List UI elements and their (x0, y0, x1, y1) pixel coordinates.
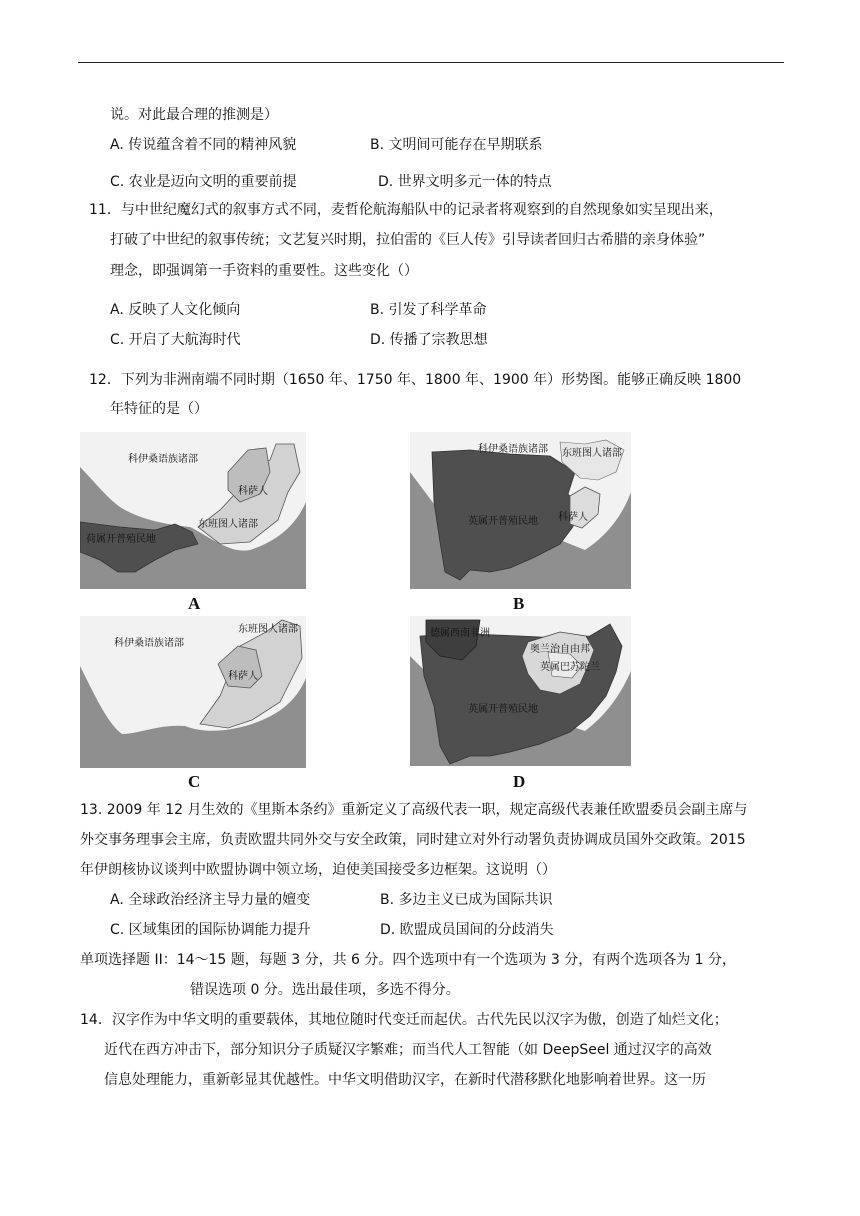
map-d-letter: D (513, 772, 526, 791)
map-c-letter: C (188, 772, 201, 791)
q10-option-c: C. 农业是迈向文明的重要前提 (110, 174, 297, 190)
map-c (80, 616, 306, 768)
map-a-label-4: 荷属开普殖民地 (86, 534, 156, 545)
q13-line-2: 外交事务理事会主席，负责欧盟共同外交与安全政策，同时建立对外行动署负责协调成员国外交政策。2015 (80, 832, 746, 848)
q12-line-2: 年特征的是（） (110, 401, 208, 417)
map-c-label-1: 科伊桑语族诸部 (114, 638, 184, 649)
map-a-label-2: 科萨人 (238, 486, 268, 497)
map-d (410, 616, 631, 766)
q14-line-3: 信息处理能力，重新彰显其优越性。中华文明借助汉字，在新时代潜移默化地影响着世界。这一历 (104, 1072, 706, 1088)
q10-option-d: D. 世界文明多元一体的特点 (378, 174, 552, 190)
q13-line-3: 年伊朗核协议谈判中欧盟协调中领立场，迫使美国接受多边框架。这说明（） (80, 862, 556, 878)
map-b-label-1: 科伊桑语族诸部 (478, 444, 548, 455)
map-b-label-2: 东班图人诸部 (562, 448, 622, 459)
map-b-letter: B (513, 594, 525, 613)
map-a (80, 432, 306, 589)
q11-line-1: 11．与中世纪魔幻式的叙事方式不同，麦哲伦航海船队中的记录者将观察到的自然现象如实呈现出来， (89, 202, 723, 218)
map-a-label-3: 东班图人诸部 (198, 519, 258, 530)
q11-line-3: 理念，即强调第一手资料的重要性。这些变化（） (110, 263, 418, 279)
map-d-label-4: 英属开普殖民地 (468, 704, 538, 715)
map-a-label-1: 科伊桑语族诸部 (128, 454, 198, 465)
q14-line-1: 14．汉字作为中华文明的重要载体，其地位随时代变迁而起伏。古代先民以汉字为傲，创造了灿烂文化； (80, 1012, 728, 1028)
map-c-label-3: 科萨人 (228, 671, 258, 682)
map-d-label-3: 英属巴苏陀兰 (540, 662, 600, 673)
map-c-label-2: 东班图人诸部 (238, 624, 298, 635)
section-2-line-2: 错误选项 0 分。选出最佳项，多选不得分。 (190, 982, 460, 998)
q13-option-b: B. 多边主义已成为国际共识 (380, 892, 553, 908)
q10-option-b: B. 文明间可能存在早期联系 (370, 137, 543, 153)
q13-option-a: A. 全球政治经济主导力量的嬗变 (110, 892, 311, 908)
map-d-label-2: 奥兰治自由邦 (530, 644, 590, 655)
map-b-label-3: 英属开普殖民地 (468, 516, 538, 527)
q10-stem: 说。对此最合理的推测是） (110, 107, 278, 123)
map-b (410, 432, 631, 589)
q11-option-a: A. 反映了人文化倾向 (110, 302, 241, 318)
q11-option-d: D. 传播了宗教思想 (370, 332, 488, 348)
q12-line-1: 12．下列为非洲南端不同时期（1650 年、1750 年、1800 年、1900 年）形势图。能够正确反映 1800 (89, 372, 742, 388)
section-2-line-1: 单项选择题 II：14～15 题，每题 3 分，共 6 分。四个选项中有一个选项为 3 分，有两个选项各为 1 分， (80, 952, 737, 968)
q11-line-2: 打破了中世纪的叙事传统；文艺复兴时期，拉伯雷的《巨人传》引导读者回归古希腊的亲身体验” (110, 232, 706, 248)
q14-line-2: 近代在西方冲击下，部分知识分子质疑汉字繁难；而当代人工智能（如 DeepSeel 通过汉字的高效 (104, 1042, 712, 1058)
header-rule (78, 62, 784, 63)
map-b-label-4: 科萨人 (558, 512, 588, 523)
map-a-letter: A (188, 594, 201, 613)
q11-option-c: C. 开启了大航海时代 (110, 332, 241, 348)
q13-option-d: D. 欧盟成员国间的分歧消失 (380, 922, 554, 938)
q13-line-1: 13. 2009 年 12 月生效的《里斯本条约》重新定义了高级代表一职，规定高级代表兼任欧盟委员会副主席与 (80, 802, 748, 818)
q11-option-b: B. 引发了科学革命 (370, 302, 487, 318)
map-d-label-1: 德属西南非洲 (430, 628, 490, 639)
q10-option-a: A. 传说蕴含着不同的精神风貌 (110, 137, 297, 153)
q13-option-c: C. 区域集团的国际协调能力提升 (110, 922, 311, 938)
